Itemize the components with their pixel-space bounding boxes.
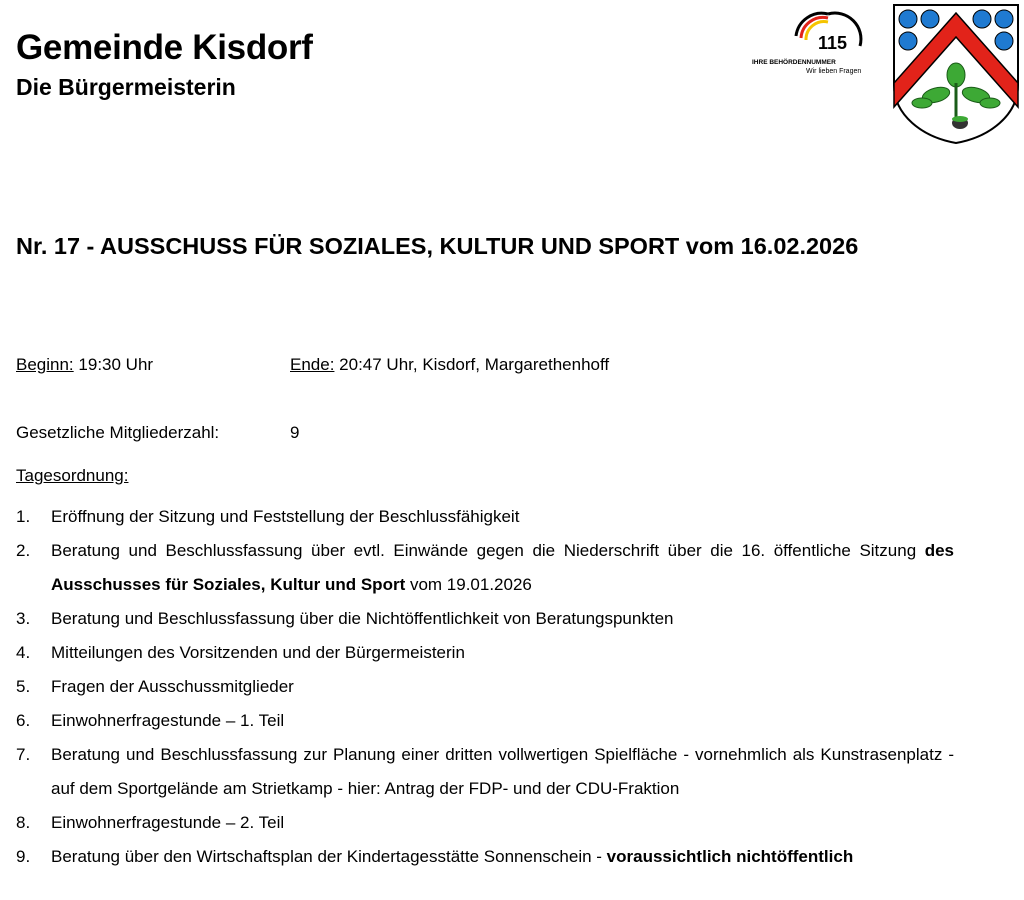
members-value: 9 bbox=[290, 423, 300, 442]
org-subtitle: Die Bürgermeisterin bbox=[16, 74, 236, 100]
agenda-item bbox=[16, 704, 954, 738]
agenda-item-number: 2. bbox=[16, 541, 31, 560]
begin-value: 19:30 Uhr bbox=[78, 355, 154, 374]
agenda-item-number: 1. bbox=[16, 507, 31, 526]
meeting-end bbox=[290, 355, 609, 375]
agenda-list bbox=[16, 500, 954, 874]
logo-115-line2: Wir lieben Fragen bbox=[806, 68, 862, 75]
agenda-item-text: Einwohnerfragestunde – 2. Teil bbox=[51, 813, 285, 832]
agenda-item bbox=[16, 500, 954, 534]
begin-label: Beginn: bbox=[16, 355, 74, 374]
agenda-item bbox=[16, 534, 954, 602]
agenda-item-text: Beratung über den Wirtschaftsplan der Kindertagesstätte Sonnenschein - voraussichtlich nichtöffentlich bbox=[51, 847, 854, 866]
logo-115 bbox=[748, 6, 868, 76]
members-label: Gesetzliche Mitgliederzahl: bbox=[16, 423, 220, 442]
agenda-item-text: Beratung und Beschlussfassung über die Nichtöffentlichkeit von Beratungspunkten bbox=[51, 609, 674, 628]
agenda-item-text: Beratung und Beschlussfassung über evtl. Einwände gegen die Niederschrift über die 16. öffentliche Sitzung des Ausschusses für Soziales, Kultur und Sport vom 19.01.2026 bbox=[51, 541, 954, 594]
agenda-item-text: Beratung und Beschlussfassung zur Planung einer dritten vollwertigen Spielfläche - vornehmlich als Kunstrasenplatz - auf dem Sportgelände am Strietkamp - hier: Antrag der FDP- und der CDU-Fraktion bbox=[51, 745, 954, 798]
document-title: Nr. 17 - AUSSCHUSS FÜR SOZIALES, KULTUR UND SPORT vom 16.02.2026 bbox=[16, 233, 859, 259]
agenda-item bbox=[16, 738, 954, 806]
agenda-item-number: 9. bbox=[16, 847, 31, 866]
agenda-item bbox=[16, 602, 954, 636]
agenda-item-number: 3. bbox=[16, 609, 31, 628]
meeting-begin bbox=[16, 355, 153, 375]
agenda-item bbox=[16, 636, 954, 670]
end-label: Ende: bbox=[290, 355, 335, 374]
agenda-item bbox=[16, 670, 954, 704]
agenda-item-number: 4. bbox=[16, 643, 31, 662]
org-name: Gemeinde Kisdorf bbox=[16, 28, 313, 67]
agenda-item-text: Eröffnung der Sitzung und Feststellung der Beschlussfähigkeit bbox=[51, 507, 520, 526]
agenda-item-number: 8. bbox=[16, 813, 31, 832]
end-value: 20:47 Uhr, Kisdorf, Margarethenhoff bbox=[339, 355, 610, 374]
agenda-item-number: 5. bbox=[16, 677, 31, 696]
agenda-item bbox=[16, 840, 954, 874]
agenda-item bbox=[16, 806, 954, 840]
agenda-item-number: 6. bbox=[16, 711, 31, 730]
agenda-item-number: 7. bbox=[16, 745, 31, 764]
coat-of-arms bbox=[892, 3, 1020, 145]
agenda-item-text: Einwohnerfragestunde – 1. Teil bbox=[51, 711, 285, 730]
logo-115-number: 115 bbox=[818, 33, 848, 53]
agenda-heading: Tagesordnung: bbox=[16, 466, 129, 485]
agenda-item-text: Fragen der Ausschussmitglieder bbox=[51, 677, 294, 696]
agenda-item-text: Mitteilungen des Vorsitzenden und der Bürgermeisterin bbox=[51, 643, 465, 662]
logo-115-line1: IHRE BEHÖRDENNUMMER bbox=[752, 59, 836, 66]
